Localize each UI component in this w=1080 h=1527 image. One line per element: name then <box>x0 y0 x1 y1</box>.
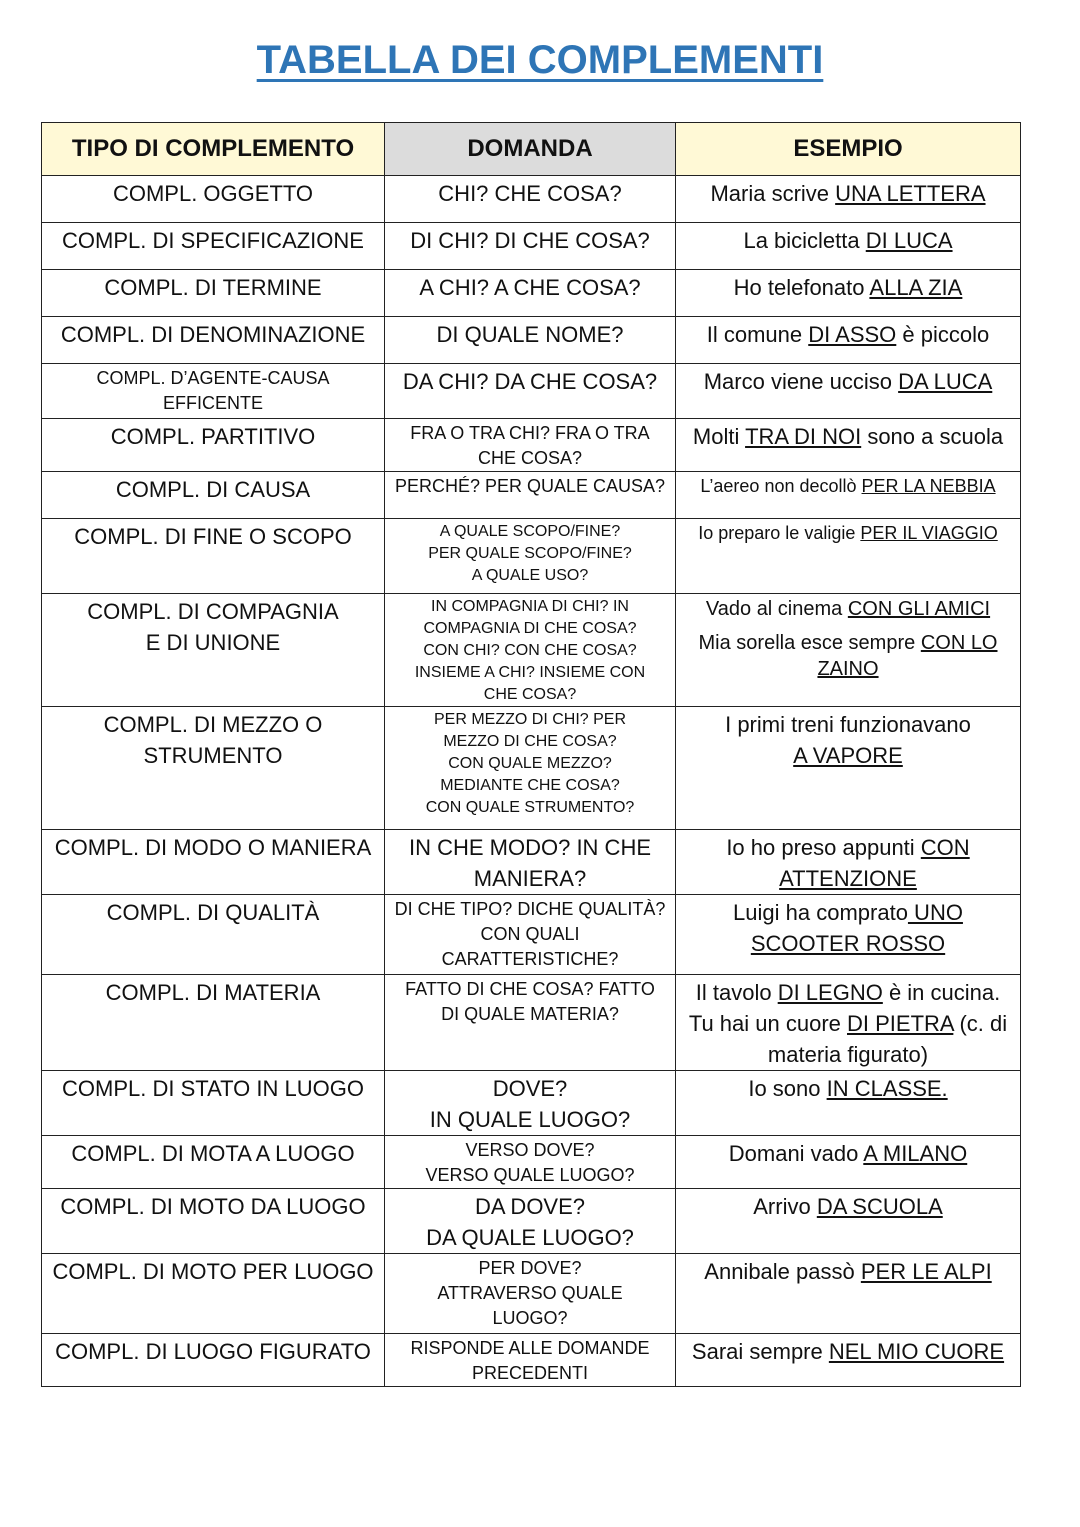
esempio-text: Molti <box>692 424 746 449</box>
domanda-line: INSIEME A CHI? INSIEME CON <box>414 664 646 681</box>
esempio-text: sono a scuola <box>861 424 1004 449</box>
cell-esempio <box>676 1334 1021 1387</box>
domanda-line: PERCHÉ? PER QUALE CAUSA? <box>394 476 666 496</box>
esempio-highlight: DA SCUOLA <box>816 1194 943 1219</box>
domanda-line: MEDIANTE CHE COSA? <box>440 777 620 794</box>
domanda-line: ATTRAVERSO QUALE <box>437 1283 623 1303</box>
esempio-line <box>680 832 1016 863</box>
esempio-highlight: PER IL VIAGGIO <box>860 523 998 543</box>
esempio-text: Vado al cinema <box>705 598 848 620</box>
table-row <box>42 176 1021 223</box>
cell-esempio <box>676 364 1021 419</box>
esempio-highlight: ZAINO <box>817 658 879 680</box>
domanda-line: CHI? CHE COSA? <box>438 181 622 206</box>
domanda-line: A QUALE USO? <box>471 567 589 584</box>
domanda-line: CHE COSA? <box>477 448 583 468</box>
cell-domanda <box>385 1136 676 1189</box>
cell-esempio <box>676 223 1021 270</box>
esempio-text: La bicicletta <box>743 228 866 253</box>
cell-esempio <box>676 975 1021 1071</box>
cell-domanda <box>385 364 676 419</box>
tipo-line: E DI UNIONE <box>145 630 281 655</box>
table-row <box>42 364 1021 419</box>
esempio-highlight: DI PIETRA <box>847 1011 954 1036</box>
esempio-line <box>680 319 1016 350</box>
domanda-line: LUOGO? <box>492 1308 568 1328</box>
cell-domanda <box>385 895 676 975</box>
tipo-line: COMPL. PARTITIVO <box>110 424 316 449</box>
cell-domanda <box>385 176 676 223</box>
esempio-highlight: CON <box>920 835 970 860</box>
complements-table <box>41 122 1021 1387</box>
esempio-highlight: PER LA NEBBIA <box>861 476 996 496</box>
esempio-highlight: ATTENZIONE <box>779 866 917 891</box>
cell-esempio <box>676 317 1021 364</box>
esempio-highlight: PER LE ALPI <box>860 1259 992 1284</box>
domanda-line: CON CHI? CON CHE COSA? <box>423 642 637 659</box>
tipo-line: COMPL. DI MOTO DA LUOGO <box>60 1194 366 1219</box>
domanda-line: MEZZO DI CHE COSA? <box>443 733 617 750</box>
esempio-line <box>680 1073 1016 1104</box>
esempio-text: è in cucina. <box>882 980 1001 1005</box>
cell-esempio <box>676 1136 1021 1189</box>
domanda-line: A CHI? A CHE COSA? <box>419 275 641 300</box>
tipo-line: COMPL. DI TERMINE <box>104 275 322 300</box>
table-row <box>42 1136 1021 1189</box>
tipo-line: COMPL. DI MEZZO O <box>103 712 323 737</box>
cell-tipo <box>42 1254 385 1334</box>
page-title-text: TABELLA DEI COMPLEMENTI <box>256 38 824 82</box>
header-tipo: TIPO DI COMPLEMENTO <box>42 123 385 176</box>
cell-domanda <box>385 317 676 364</box>
tipo-line: COMPL. DI MOTA A LUOGO <box>71 1141 355 1166</box>
cell-tipo <box>42 176 385 223</box>
cell-esempio <box>676 270 1021 317</box>
esempio-line <box>680 928 1016 959</box>
cell-tipo <box>42 364 385 419</box>
esempio-line <box>680 1008 1016 1039</box>
domanda-line: RISPONDE ALLE DOMANDE <box>410 1338 650 1358</box>
esempio-line <box>680 977 1016 1008</box>
cell-domanda <box>385 270 676 317</box>
esempio-highlight: CON GLI AMICI <box>847 598 991 620</box>
header-domanda: DOMANDA <box>385 123 676 176</box>
esempio-line <box>680 897 1016 928</box>
esempio-text: Ho telefonato <box>733 275 870 300</box>
header-esempio: ESEMPIO <box>676 123 1021 176</box>
esempio-line <box>680 178 1016 209</box>
cell-domanda <box>385 707 676 830</box>
tipo-line: COMPL. DI MODO O MANIERA <box>54 835 372 860</box>
cell-domanda <box>385 223 676 270</box>
table-row <box>42 223 1021 270</box>
esempio-text: è piccolo <box>896 322 990 347</box>
cell-domanda <box>385 975 676 1071</box>
table-row <box>42 317 1021 364</box>
table-row <box>42 1189 1021 1254</box>
domanda-line: CHE COSA? <box>483 686 577 703</box>
domanda-line: DI QUALE NOME? <box>436 322 624 347</box>
esempio-text: Maria scrive <box>710 181 836 206</box>
domanda-line: DI CHE TIPO? DICHE QUALITÀ? <box>394 899 666 919</box>
tipo-line: COMPL. DI DENOMINAZIONE <box>60 322 366 347</box>
esempio-line <box>680 709 1016 740</box>
esempio-highlight: A VAPORE <box>793 743 903 768</box>
cell-tipo <box>42 1071 385 1136</box>
tipo-line: COMPL. DI STATO IN LUOGO <box>62 1076 364 1101</box>
esempio-text: Il tavolo <box>695 980 778 1005</box>
cell-domanda <box>385 830 676 895</box>
table-row <box>42 419 1021 472</box>
esempio-line <box>680 656 1016 682</box>
table-row <box>42 1254 1021 1334</box>
cell-tipo <box>42 419 385 472</box>
tipo-line: COMPL. DI MATERIA <box>105 980 321 1005</box>
domanda-line: IN COMPAGNIA DI CHI? IN <box>431 598 629 615</box>
esempio-line <box>680 740 1016 771</box>
esempio-line <box>680 863 1016 894</box>
tipo-line: COMPL. DI CAUSA <box>115 477 311 502</box>
esempio-line <box>680 1039 1016 1070</box>
esempio-highlight: ALLA ZIA <box>869 275 963 300</box>
page-title <box>0 38 1080 83</box>
tipo-line: COMPL. DI LUOGO FIGURATO <box>55 1339 371 1364</box>
esempio-text: Domani vado <box>728 1141 864 1166</box>
table-row <box>42 707 1021 830</box>
esempio-highlight: SCOOTER ROSSO <box>750 931 946 956</box>
esempio-text: Tu hai un cuore <box>688 1011 847 1036</box>
esempio-highlight: DI ASSO <box>808 322 897 347</box>
esempio-text: Sarai sempre <box>691 1339 829 1364</box>
cell-tipo <box>42 1136 385 1189</box>
domanda-line: DI CHI? DI CHE COSA? <box>410 228 650 253</box>
domanda-line: FRA O TRA CHI? FRA O TRA <box>410 423 650 443</box>
tipo-line: STRUMENTO <box>143 743 283 768</box>
domanda-line: DA DOVE? <box>474 1194 586 1219</box>
table-row <box>42 830 1021 895</box>
domanda-line: FATTO DI CHE COSA? FATTO <box>405 979 655 999</box>
esempio-line <box>680 272 1016 303</box>
esempio-text: Il comune <box>706 322 809 347</box>
cell-tipo <box>42 594 385 707</box>
esempio-line <box>680 596 1016 622</box>
domanda-line: PER MEZZO DI CHI? PER <box>433 711 627 728</box>
esempio-highlight: DI LEGNO <box>777 980 883 1005</box>
tipo-line: COMPL. D’AGENTE-CAUSA <box>96 368 330 388</box>
table-row <box>42 1334 1021 1387</box>
esempio-highlight: DI LUCA <box>865 228 953 253</box>
esempio-highlight: CON LO <box>920 632 998 654</box>
cell-tipo <box>42 270 385 317</box>
cell-tipo <box>42 519 385 594</box>
esempio-text: Marco viene ucciso <box>703 369 899 394</box>
table-header-row <box>42 123 1021 176</box>
cell-esempio <box>676 176 1021 223</box>
cell-esempio <box>676 1254 1021 1334</box>
esempio-line <box>680 1336 1016 1367</box>
esempio-text: Annibale passò <box>704 1259 861 1284</box>
esempio-highlight: UNA LETTERA <box>835 181 986 206</box>
domanda-line: CON QUALE STRUMENTO? <box>425 799 635 816</box>
table-row <box>42 472 1021 519</box>
esempio-text: Luigi ha comprato <box>733 900 908 925</box>
table-row <box>42 975 1021 1071</box>
esempio-text: L’aereo non decollò <box>700 476 862 496</box>
tipo-line: COMPL. DI SPECIFICAZIONE <box>62 228 364 253</box>
cell-esempio <box>676 707 1021 830</box>
cell-domanda <box>385 519 676 594</box>
esempio-text: Arrivo <box>753 1194 817 1219</box>
esempio-text: (c. di <box>953 1011 1008 1036</box>
tipo-line: EFFICENTE <box>162 393 263 413</box>
esempio-line <box>680 474 1016 499</box>
esempio-line <box>680 1138 1016 1169</box>
tipo-line: COMPL. DI FINE O SCOPO <box>74 524 352 549</box>
esempio-text: Io sono <box>748 1076 827 1101</box>
cell-tipo <box>42 1189 385 1254</box>
table-row <box>42 895 1021 975</box>
cell-domanda <box>385 594 676 707</box>
esempio-line <box>680 1191 1016 1222</box>
esempio-text: Io ho preso appunti <box>726 835 921 860</box>
cell-esempio <box>676 594 1021 707</box>
tipo-line: COMPL. DI COMPAGNIA <box>87 599 339 624</box>
domanda-line: IN QUALE LUOGO? <box>429 1107 631 1132</box>
cell-tipo <box>42 472 385 519</box>
domanda-line: MANIERA? <box>473 866 587 891</box>
tipo-line: COMPL. DI MOTO PER LUOGO <box>52 1259 374 1284</box>
cell-tipo <box>42 830 385 895</box>
cell-domanda <box>385 1334 676 1387</box>
table-row <box>42 594 1021 707</box>
esempio-text: I primi treni funzionavano <box>725 712 971 737</box>
tipo-line: COMPL. OGGETTO <box>112 181 314 206</box>
cell-tipo <box>42 317 385 364</box>
table-row <box>42 519 1021 594</box>
domanda-line: PER QUALE SCOPO/FINE? <box>428 545 632 562</box>
domanda-line: PER DOVE? <box>478 1258 582 1278</box>
esempio-highlight: TRA DI NOI <box>745 424 862 449</box>
cell-tipo <box>42 707 385 830</box>
esempio-text: materia figurato) <box>767 1042 929 1067</box>
cell-domanda <box>385 1071 676 1136</box>
tipo-line: COMPL. DI QUALITÀ <box>106 900 320 925</box>
cell-esempio <box>676 472 1021 519</box>
cell-esempio <box>676 1189 1021 1254</box>
esempio-text: Io preparo le valigie <box>698 523 861 543</box>
cell-tipo <box>42 895 385 975</box>
cell-esempio <box>676 830 1021 895</box>
esempio-highlight: DA LUCA <box>898 369 993 394</box>
esempio-line <box>680 630 1016 656</box>
domanda-line: A QUALE SCOPO/FINE? <box>439 523 621 540</box>
esempio-line <box>680 1256 1016 1287</box>
cell-domanda <box>385 419 676 472</box>
domanda-line: VERSO QUALE LUOGO? <box>425 1165 635 1185</box>
esempio-line <box>680 521 1016 546</box>
esempio-line <box>680 225 1016 256</box>
esempio-line <box>680 366 1016 397</box>
domanda-line: DA QUALE LUOGO? <box>426 1225 634 1250</box>
esempio-highlight: IN CLASSE. <box>826 1076 948 1101</box>
cell-tipo <box>42 223 385 270</box>
table-row <box>42 1071 1021 1136</box>
domanda-line: DI QUALE MATERIA? <box>441 1004 619 1024</box>
cell-esempio <box>676 419 1021 472</box>
domanda-line: PRECEDENTI <box>471 1363 588 1383</box>
domanda-line: IN CHE MODO? IN CHE <box>408 835 652 860</box>
domanda-line: CON QUALI <box>480 924 580 944</box>
domanda-line: DOVE? <box>492 1076 568 1101</box>
esempio-highlight: UNO <box>907 900 963 925</box>
table-row <box>42 270 1021 317</box>
domanda-line: VERSO DOVE? <box>465 1140 595 1160</box>
cell-domanda <box>385 1254 676 1334</box>
cell-esempio <box>676 519 1021 594</box>
esempio-text: Mia sorella esce sempre <box>698 632 921 654</box>
cell-domanda <box>385 472 676 519</box>
domanda-line: COMPAGNIA DI CHE COSA? <box>423 620 637 637</box>
esempio-highlight: A MILANO <box>863 1141 968 1166</box>
cell-tipo <box>42 1334 385 1387</box>
domanda-line: DA CHI? DA CHE COSA? <box>402 369 658 394</box>
cell-tipo <box>42 975 385 1071</box>
cell-esempio <box>676 895 1021 975</box>
esempio-line <box>680 421 1016 452</box>
cell-domanda <box>385 1189 676 1254</box>
esempio-highlight: NEL MIO CUORE <box>828 1339 1005 1364</box>
table-body <box>42 176 1021 1387</box>
domanda-line: CARATTERISTICHE? <box>441 949 619 969</box>
cell-esempio <box>676 1071 1021 1136</box>
domanda-line: CON QUALE MEZZO? <box>448 755 612 772</box>
